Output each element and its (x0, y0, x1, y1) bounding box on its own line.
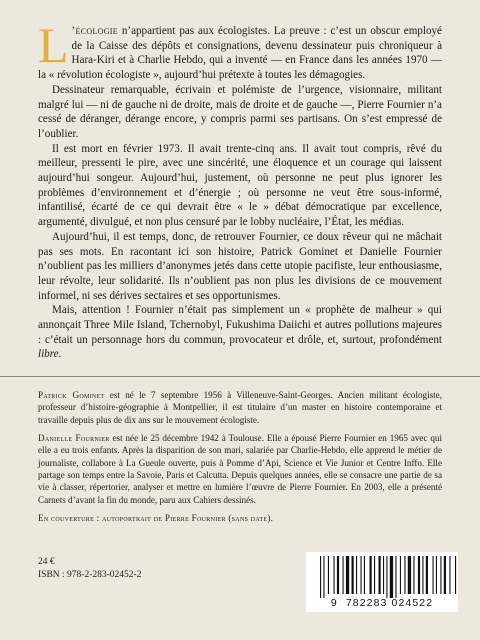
barcode-bar (323, 556, 324, 598)
barcode-bar (400, 556, 401, 594)
barcode-bar (361, 556, 362, 594)
bio-gominet-name: Patrick Gominet (38, 390, 105, 401)
barcode-bar (408, 556, 411, 594)
barcode-bar (436, 556, 437, 594)
barcode-bar (422, 556, 423, 594)
barcode-bar (455, 556, 456, 594)
lead-small-caps: ’écologie (71, 25, 118, 37)
barcode-bar (320, 556, 321, 598)
barcode (306, 552, 458, 612)
barcode-bar (449, 556, 450, 594)
barcode-bar (395, 556, 396, 598)
barcode-bar (390, 556, 393, 598)
barcode-bar (370, 556, 372, 594)
barcode-bar (444, 556, 446, 594)
paragraph-1 (38, 17, 442, 83)
bio-fournier-name: Danielle Fournier (38, 433, 110, 444)
barcode-bar (356, 556, 357, 594)
barcode-bar (364, 556, 365, 594)
barcode-bar (440, 556, 441, 594)
paragraph-1-text: n’appartient pas aux écologistes. La preuve : c’est un obscur employé de la Caisse des dépôts et consignations, devenu dessinateur puis chroniqueur à Hara-Kiri et à Charlie Hebdo, qui a inventé — en France dans les années 1970 — la « révolution écologiste », aujourd’hui prétexte à toutes les démagogies. (38, 25, 442, 82)
author-bios (38, 389, 442, 524)
barcode-bar (418, 556, 420, 594)
main-text (38, 17, 442, 362)
divider (0, 376, 480, 377)
paragraph-5: Mais, attention ! Fournier n’était pas simplement un « prophète de malheur » qui annonçait Three Mile Island, Tchernobyl, Fukushima Daiichi et autres pollutions majeures : c’était un personnage hors du commun, provocateur et drôle, et, surtout, profondément libre. (38, 304, 442, 361)
barcode-bar (379, 556, 381, 594)
drop-cap: L (38, 17, 69, 73)
barcode-bar (334, 556, 335, 594)
bio-gominet: Patrick Gominet est né le 7 septembre 1956 à Villeneuve-Saint-Georges. Ancien militant écologiste, professeur d’histoire-géographie à Montpellier, il est titulaire d’un master en histoire contemporaine et travaille depuis plus de dix ans sur le mouvement écologiste. (38, 390, 442, 425)
cover-credit: En couverture : autoportrait de Pierre Fournier (sans date). (38, 512, 274, 523)
bio-fournier: Danielle Fournier est née le 25 décembre 1942 à Toulouse. Elle a épousé Pierre Fournier en 1965 avec qui elle a eu trois enfants. Après la disparition de son mari, salariée par Charlie-Hebdo, elle apprend le métier de journaliste, collabore à La Gueule ouverte, puis à Pomme d’Api, Science et Vie Junior et Centre Inffo. Elle partage son temps entre la Savoie, Paris et Calcutta. Depuis quelques années, elle se consacre une partie de sa vie à classer, répertorier, analyser et mettre en lumière l’œuvre de Pierre Fournier. En 2003, elle a présenté Carnets d’avant la fin du monde, paru aux Cahiers dessinés. (38, 433, 442, 505)
barcode-bar (346, 556, 349, 594)
barcode-bar (433, 556, 434, 594)
barcode-digits: 9 782283 024522 (330, 597, 434, 609)
barcode-bar (386, 556, 387, 598)
price: 24 € (38, 557, 55, 567)
paragraph-2: Dessinateur remarquable, écrivain et polémiste de l’urgence, visionnaire, militant malgré lui — ni de gauche ni de droite, mais de droite et de gauche —, Pierre Fournier n’a cessé de déranger, dérange encore, y compris parmi ses partisans. On s’est empressé de l’oublier. (38, 83, 442, 140)
barcode-bar (352, 556, 354, 594)
barcode-bar (374, 556, 375, 594)
barcode-bar (337, 556, 339, 594)
paragraph-3: Il est mort en février 1973. Il avait trente-cinq ans. Il avait tout compris, rêvé du meilleur, pressenti le pire, avec une sincérité, une éloquence et un courage qui laissent aujourd’hui songeur. Aujourd’hui, justement, où personne ne peut plus ignorer les problèmes d’environnement et d’énergie ; où personne ne veut être sous-informé, infantilisé, écarté de ce qui devrait être « le » débat démocratique par excellence, argumenté, divulgué, et non plus censuré par le lobby nucléaire, l’État, les médias. (38, 142, 442, 229)
barcode-bar (413, 556, 414, 594)
isbn: ISBN : 978-2-283-02452-2 (38, 570, 142, 580)
paragraph-4: Aujourd’hui, il est temps, donc, de retrouver Fournier, ce doux rêveur qui ne mâchait pas ses mots. En racontant ici son histoire, Patrick Gominet et Danielle Fournier n’oublient pas les milliers d’anonymes jetés dans cette utopie pacifiste, leur enthousiasme, leur révolte, leur solidarité. Ils n’oublient pas non plus les divisions de ce mouvement informel, ni ses dérives sectaires et ses opportunismes. (38, 230, 442, 302)
barcode-bar (328, 556, 329, 594)
barcode-bar (383, 556, 384, 594)
barcode-bar (343, 556, 344, 594)
barcode-bars (306, 552, 458, 598)
price-block (38, 556, 141, 582)
barcode-bar (404, 556, 405, 594)
barcode-bar (426, 556, 428, 594)
